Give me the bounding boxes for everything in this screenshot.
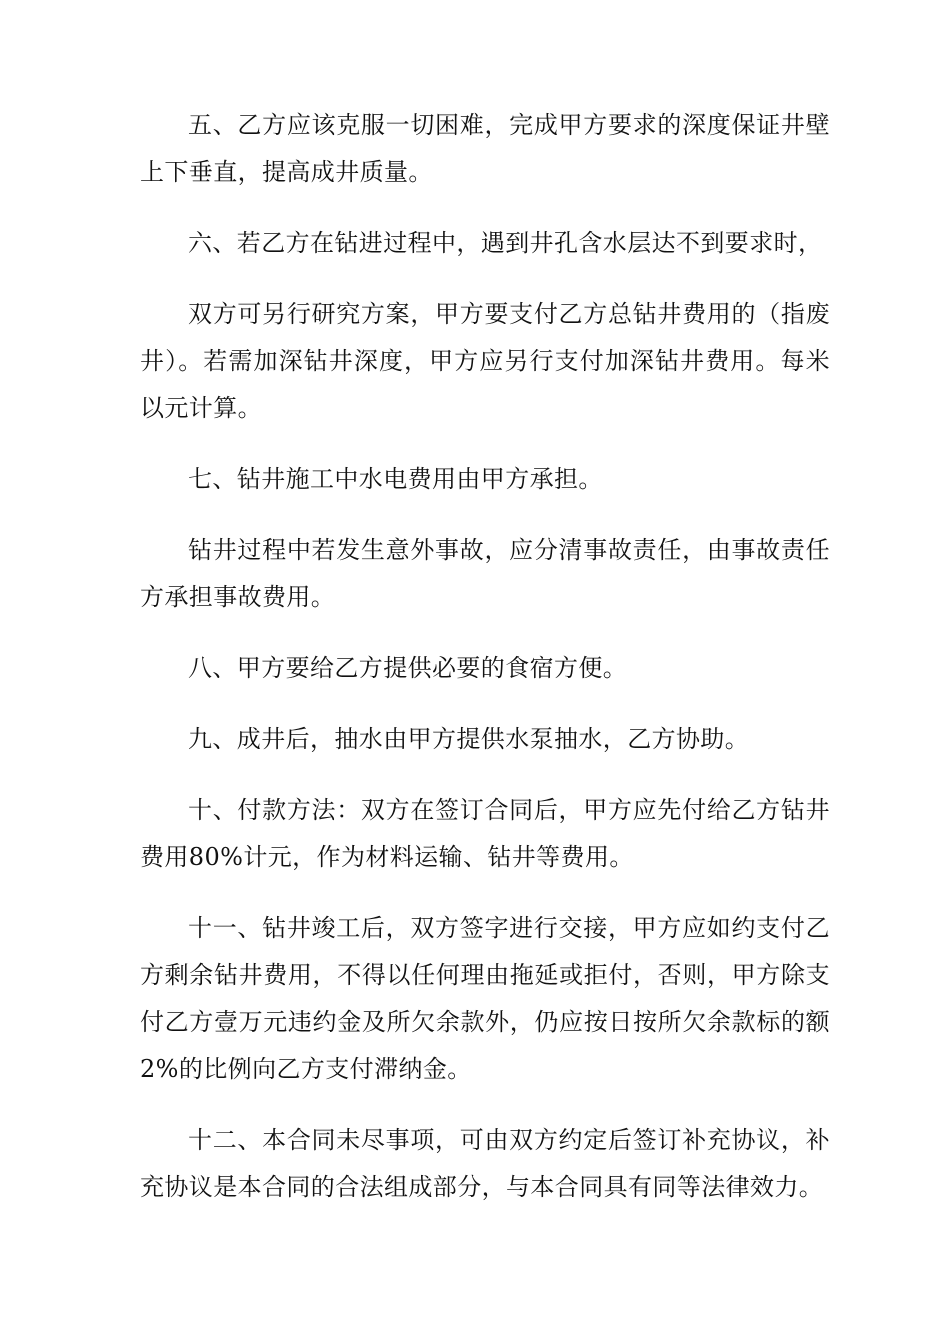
paragraph-clause-8: 八、甲方要给乙方提供必要的食宿方便。 <box>188 654 628 682</box>
paragraph-clause-9: 九、成井后，抽水由甲方提供水泵抽水，乙方协助。 <box>188 725 750 753</box>
paragraph-clause-7: 七、钻井施工中水电费用由甲方承担。 <box>188 465 603 493</box>
document-page <box>140 102 830 1235</box>
paragraph-clause-5: 五、乙方应该克服一切困难，完成甲方要求的深度保证井壁上下垂直，提高成井质量。 <box>140 111 830 186</box>
paragraph-clause-6-continued: 双方可另行研究方案，甲方要支付乙方总钻井费用的（指废井）。若需加深钻井深度，甲方应另行支付加深钻井费用。每米以元计算。 <box>140 300 830 422</box>
paragraph-clause-6: 六、若乙方在钻进过程中，遇到井孔含水层达不到要求时， <box>188 229 823 257</box>
paragraph-clause-10: 十、付款方法：双方在签订合同后，甲方应先付给乙方钻井费用80%计元，作为材料运输、钻井等费用。 <box>140 796 830 871</box>
paragraph-clause-12: 十二、本合同未尽事项，可由双方约定后签订补充协议，补充协议是本合同的合法组成部分，与本合同具有同等法律效力。 <box>140 1126 830 1201</box>
paragraph-clause-11: 十一、钻井竣工后，双方签字进行交接，甲方应如约支付乙方剩余钻井费用，不得以任何理由拖延或拒付，否则，甲方除支付乙方壹万元违约金及所欠余款外，仍应按日按所欠余款标的额2%的比例向乙方支付滞纳金。 <box>140 914 830 1083</box>
paragraph-clause-7-accident: 钻井过程中若发生意外事故，应分清事故责任，由事故责任方承担事故费用。 <box>140 536 830 611</box>
